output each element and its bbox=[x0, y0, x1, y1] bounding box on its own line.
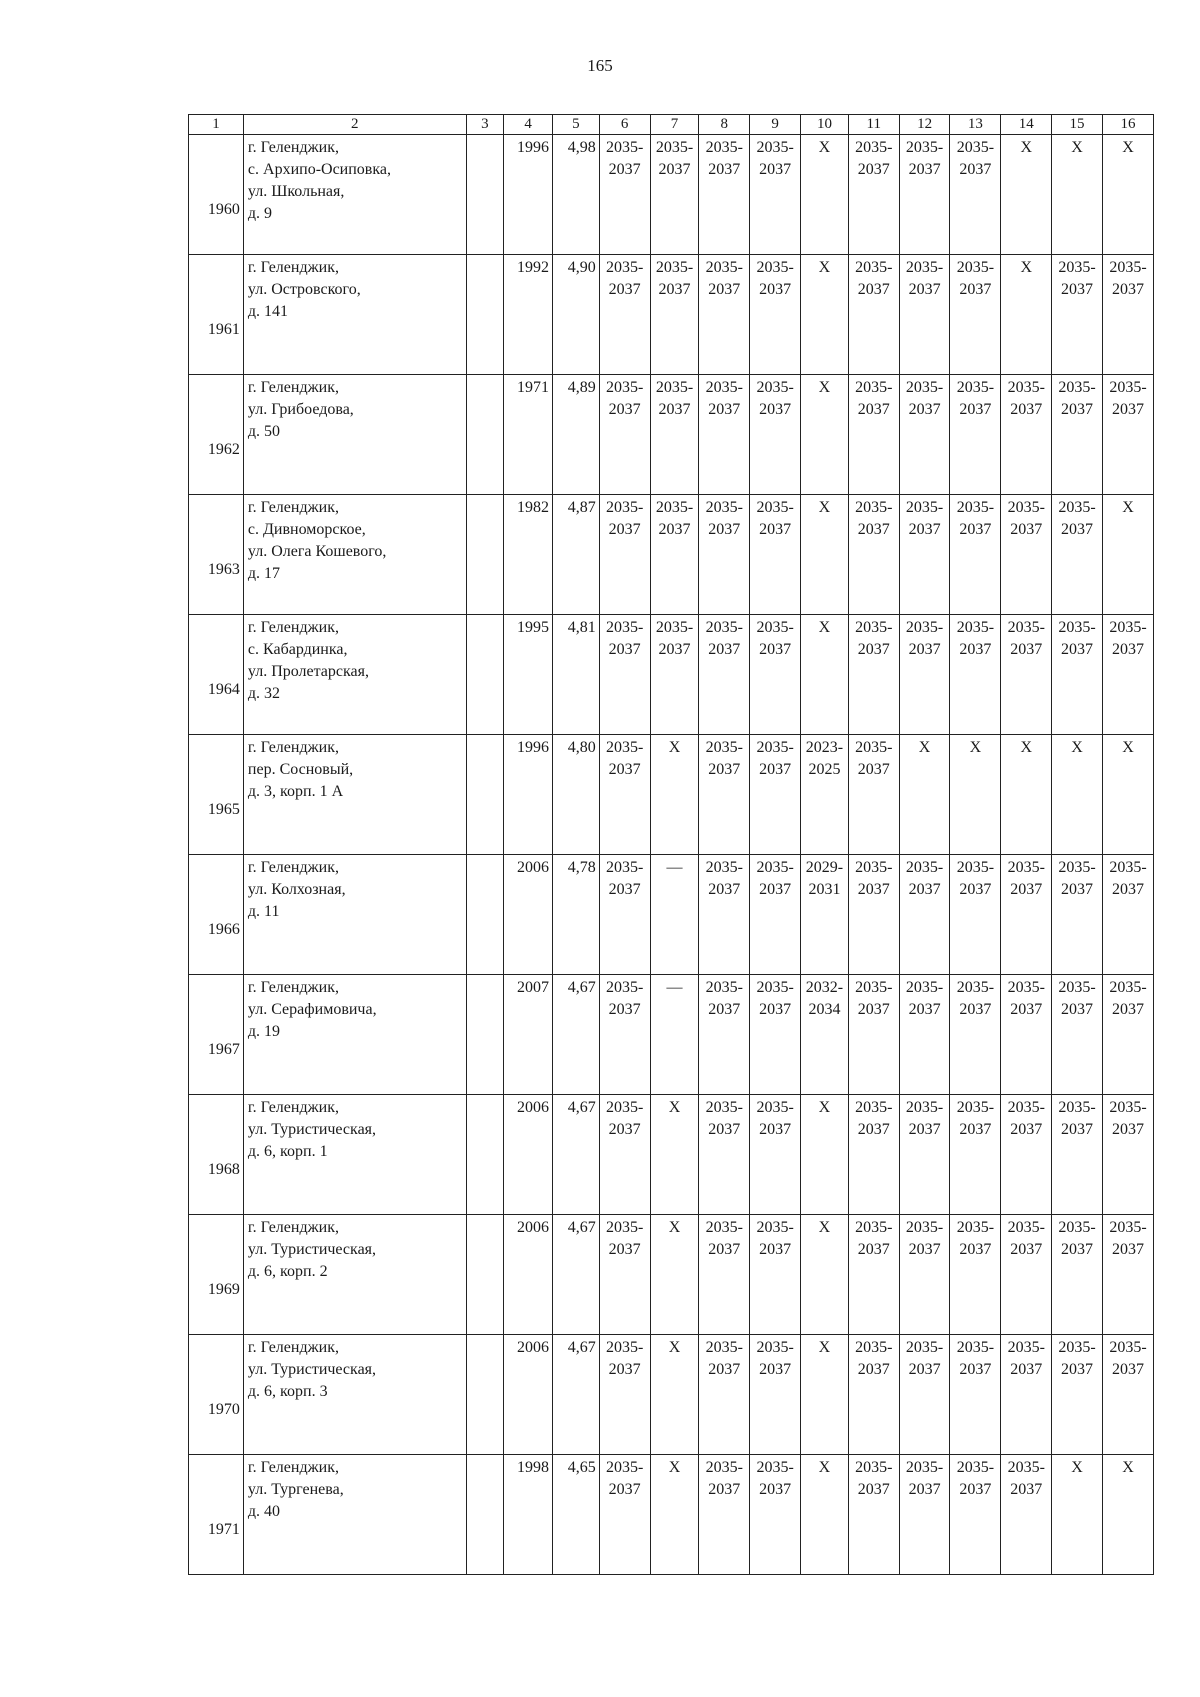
address-line: ул. Туристическая, bbox=[247, 1121, 377, 1138]
period-cell-col-11: 2035- 2037 bbox=[848, 135, 899, 255]
address-line: г. Геленджик, bbox=[247, 619, 339, 636]
period-cell-col-10: Х bbox=[801, 1095, 849, 1215]
address-line: г. Геленджик, bbox=[247, 499, 339, 516]
row-number: 1967 bbox=[189, 975, 244, 1095]
cell-col-3 bbox=[466, 1455, 504, 1575]
period-cell-col-15: 2035- 2037 bbox=[1052, 615, 1103, 735]
period-cell-col-16: 2035- 2037 bbox=[1102, 975, 1153, 1095]
table-row bbox=[189, 1095, 1154, 1215]
score-cell: 4,78 bbox=[553, 855, 600, 975]
address-line: д. 50 bbox=[247, 423, 281, 440]
period-cell-col-9: 2035- 2037 bbox=[750, 1215, 801, 1335]
score-cell: 4,67 bbox=[553, 1095, 600, 1215]
row-number: 1961 bbox=[189, 255, 244, 375]
address-line: ул. Колхозная, bbox=[247, 881, 346, 898]
period-cell-col-10: Х bbox=[801, 375, 849, 495]
period-cell-col-6: 2035- 2037 bbox=[599, 495, 650, 615]
period-cell-col-6: 2035- 2037 bbox=[599, 255, 650, 375]
period-cell-col-14: 2035- 2037 bbox=[1001, 1455, 1052, 1575]
period-cell-col-16: Х bbox=[1102, 135, 1153, 255]
period-cell-col-13: 2035- 2037 bbox=[950, 1335, 1001, 1455]
period-cell-col-14: 2035- 2037 bbox=[1001, 1095, 1052, 1215]
period-cell-col-12: 2035- 2037 bbox=[899, 135, 950, 255]
period-cell-col-11: 2035- 2037 bbox=[848, 375, 899, 495]
page-number: 165 bbox=[587, 56, 613, 75]
cell-col-3 bbox=[466, 855, 504, 975]
address-line: г. Геленджик, bbox=[247, 1099, 339, 1116]
column-header-11: 11 bbox=[848, 115, 899, 135]
address-line: ул. Туристическая, bbox=[247, 1361, 377, 1378]
year-cell: 2006 bbox=[504, 855, 553, 975]
address-line: д. 11 bbox=[247, 903, 280, 920]
period-cell-col-14: 2035- 2037 bbox=[1001, 975, 1052, 1095]
period-cell-col-12: 2035- 2037 bbox=[899, 1215, 950, 1335]
cell-col-3 bbox=[466, 135, 504, 255]
score-cell: 4,90 bbox=[553, 255, 600, 375]
period-cell-col-10: Х bbox=[801, 1335, 849, 1455]
period-cell-col-12: 2035- 2037 bbox=[899, 1095, 950, 1215]
address-cell bbox=[243, 255, 466, 375]
period-cell-col-11: 2035- 2037 bbox=[848, 1455, 899, 1575]
period-cell-col-6: 2035- 2037 bbox=[599, 855, 650, 975]
address-cell bbox=[243, 1095, 466, 1215]
period-cell-col-7: 2035- 2037 bbox=[650, 375, 699, 495]
period-cell-col-9: 2035- 2037 bbox=[750, 495, 801, 615]
address-line: д. 32 bbox=[247, 685, 281, 702]
column-header-8: 8 bbox=[699, 115, 750, 135]
period-cell-col-11: 2035- 2037 bbox=[848, 495, 899, 615]
column-header-15: 15 bbox=[1052, 115, 1103, 135]
year-cell: 2007 bbox=[504, 975, 553, 1095]
address-line: д. 141 bbox=[247, 303, 289, 320]
row-number: 1960 bbox=[189, 135, 244, 255]
header-row bbox=[189, 115, 1154, 135]
period-cell-col-15: 2035- 2037 bbox=[1052, 375, 1103, 495]
period-cell-col-9: 2035- 2037 bbox=[750, 1335, 801, 1455]
period-cell-col-10: 2023- 2025 bbox=[801, 735, 849, 855]
period-cell-col-6: 2035- 2037 bbox=[599, 1095, 650, 1215]
row-number: 1962 bbox=[189, 375, 244, 495]
period-cell-col-16: Х bbox=[1102, 735, 1153, 855]
column-header-14: 14 bbox=[1001, 115, 1052, 135]
table-row bbox=[189, 615, 1154, 735]
period-cell-col-6: 2035- 2037 bbox=[599, 615, 650, 735]
period-cell-col-12: 2035- 2037 bbox=[899, 975, 950, 1095]
address-line: ул. Грибоедова, bbox=[247, 401, 354, 418]
period-cell-col-13: Х bbox=[950, 735, 1001, 855]
period-cell-col-9: 2035- 2037 bbox=[750, 615, 801, 735]
address-line: д. 9 bbox=[247, 205, 273, 222]
period-cell-col-9: 2035- 2037 bbox=[750, 735, 801, 855]
period-cell-col-8: 2035- 2037 bbox=[699, 1335, 750, 1455]
period-cell-col-16: 2035- 2037 bbox=[1102, 1095, 1153, 1215]
period-cell-col-16: 2035- 2037 bbox=[1102, 375, 1153, 495]
table-row bbox=[189, 375, 1154, 495]
address-line: г. Геленджик, bbox=[247, 1219, 339, 1236]
period-cell-col-6: 2035- 2037 bbox=[599, 1455, 650, 1575]
address-cell bbox=[243, 855, 466, 975]
year-cell: 1996 bbox=[504, 135, 553, 255]
address-line: с. Архипо-Осиповка, bbox=[247, 161, 391, 178]
period-cell-col-9: 2035- 2037 bbox=[750, 255, 801, 375]
table-body bbox=[189, 135, 1154, 1575]
period-cell-col-12: 2035- 2037 bbox=[899, 1335, 950, 1455]
address-line: г. Геленджик, bbox=[247, 1339, 339, 1356]
address-line: ул. Туристическая, bbox=[247, 1241, 377, 1258]
table-row bbox=[189, 735, 1154, 855]
address-cell bbox=[243, 615, 466, 735]
period-cell-col-10: 2029- 2031 bbox=[801, 855, 849, 975]
period-cell-col-13: 2035- 2037 bbox=[950, 495, 1001, 615]
period-cell-col-10: Х bbox=[801, 1455, 849, 1575]
period-cell-col-12: 2035- 2037 bbox=[899, 255, 950, 375]
period-cell-col-7: — bbox=[650, 975, 699, 1095]
address-line: с. Кабардинка, bbox=[247, 641, 348, 658]
address-line: г. Геленджик, bbox=[247, 979, 339, 996]
score-cell: 4,87 bbox=[553, 495, 600, 615]
period-cell-col-6: 2035- 2037 bbox=[599, 975, 650, 1095]
period-cell-col-13: 2035- 2037 bbox=[950, 1095, 1001, 1215]
period-cell-col-7: 2035- 2037 bbox=[650, 495, 699, 615]
column-header-13: 13 bbox=[950, 115, 1001, 135]
period-cell-col-15: 2035- 2037 bbox=[1052, 1335, 1103, 1455]
address-cell bbox=[243, 975, 466, 1095]
period-cell-col-7: 2035- 2037 bbox=[650, 255, 699, 375]
column-header-1: 1 bbox=[189, 115, 244, 135]
period-cell-col-8: 2035- 2037 bbox=[699, 255, 750, 375]
row-number: 1963 bbox=[189, 495, 244, 615]
period-cell-col-13: 2035- 2037 bbox=[950, 1215, 1001, 1335]
period-cell-col-8: 2035- 2037 bbox=[699, 1215, 750, 1335]
year-cell: 1998 bbox=[504, 1455, 553, 1575]
table-row bbox=[189, 135, 1154, 255]
period-cell-col-13: 2035- 2037 bbox=[950, 615, 1001, 735]
period-cell-col-10: Х bbox=[801, 255, 849, 375]
column-header-12: 12 bbox=[899, 115, 950, 135]
period-cell-col-14: 2035- 2037 bbox=[1001, 855, 1052, 975]
address-line: ул. Тургенева, bbox=[247, 1481, 344, 1498]
period-cell-col-12: Х bbox=[899, 735, 950, 855]
period-cell-col-13: 2035- 2037 bbox=[950, 855, 1001, 975]
score-cell: 4,65 bbox=[553, 1455, 600, 1575]
column-header-9: 9 bbox=[750, 115, 801, 135]
address-line: г. Геленджик, bbox=[247, 739, 339, 756]
period-cell-col-12: 2035- 2037 bbox=[899, 495, 950, 615]
period-cell-col-10: Х bbox=[801, 1215, 849, 1335]
period-cell-col-9: 2035- 2037 bbox=[750, 135, 801, 255]
period-cell-col-13: 2035- 2037 bbox=[950, 255, 1001, 375]
period-cell-col-11: 2035- 2037 bbox=[848, 1335, 899, 1455]
table-row bbox=[189, 1215, 1154, 1335]
column-header-3: 3 bbox=[466, 115, 504, 135]
year-cell: 1996 bbox=[504, 735, 553, 855]
period-cell-col-9: 2035- 2037 bbox=[750, 1455, 801, 1575]
period-cell-col-16: 2035- 2037 bbox=[1102, 255, 1153, 375]
period-cell-col-6: 2035- 2037 bbox=[599, 1335, 650, 1455]
period-cell-col-6: 2035- 2037 bbox=[599, 735, 650, 855]
address-line: г. Геленджик, bbox=[247, 259, 339, 276]
period-cell-col-11: 2035- 2037 bbox=[848, 1215, 899, 1335]
cell-col-3 bbox=[466, 1335, 504, 1455]
address-line: д. 40 bbox=[247, 1503, 281, 1520]
score-cell: 4,67 bbox=[553, 1215, 600, 1335]
score-cell: 4,80 bbox=[553, 735, 600, 855]
year-cell: 1992 bbox=[504, 255, 553, 375]
period-cell-col-16: 2035- 2037 bbox=[1102, 1335, 1153, 1455]
period-cell-col-16: 2035- 2037 bbox=[1102, 1215, 1153, 1335]
period-cell-col-15: 2035- 2037 bbox=[1052, 855, 1103, 975]
year-cell: 2006 bbox=[504, 1335, 553, 1455]
address-line: д. 6, корп. 3 bbox=[247, 1383, 328, 1400]
cell-col-3 bbox=[466, 1095, 504, 1215]
address-cell bbox=[243, 1455, 466, 1575]
row-number: 1968 bbox=[189, 1095, 244, 1215]
period-cell-col-6: 2035- 2037 bbox=[599, 375, 650, 495]
address-cell bbox=[243, 495, 466, 615]
period-cell-col-15: 2035- 2037 bbox=[1052, 255, 1103, 375]
period-cell-col-11: 2035- 2037 bbox=[848, 255, 899, 375]
period-cell-col-14: 2035- 2037 bbox=[1001, 375, 1052, 495]
address-line: ул. Олега Кошевого, bbox=[247, 543, 387, 560]
address-line: г. Геленджик, bbox=[247, 139, 339, 156]
period-cell-col-15: Х bbox=[1052, 1455, 1103, 1575]
period-cell-col-7: — bbox=[650, 855, 699, 975]
table-row bbox=[189, 855, 1154, 975]
row-number: 1966 bbox=[189, 855, 244, 975]
period-cell-col-10: 2032- 2034 bbox=[801, 975, 849, 1095]
address-cell bbox=[243, 1215, 466, 1335]
period-cell-col-15: 2035- 2037 bbox=[1052, 495, 1103, 615]
address-line: г. Геленджик, bbox=[247, 379, 339, 396]
year-cell: 1995 bbox=[504, 615, 553, 735]
period-cell-col-8: 2035- 2037 bbox=[699, 615, 750, 735]
period-cell-col-12: 2035- 2037 bbox=[899, 855, 950, 975]
period-cell-col-8: 2035- 2037 bbox=[699, 375, 750, 495]
column-header-6: 6 bbox=[599, 115, 650, 135]
period-cell-col-8: 2035- 2037 bbox=[699, 975, 750, 1095]
period-cell-col-14: Х bbox=[1001, 255, 1052, 375]
period-cell-col-14: Х bbox=[1001, 735, 1052, 855]
period-cell-col-7: Х bbox=[650, 1095, 699, 1215]
data-table bbox=[188, 114, 1154, 1575]
column-header-16: 16 bbox=[1102, 115, 1153, 135]
period-cell-col-12: 2035- 2037 bbox=[899, 375, 950, 495]
column-header-4: 4 bbox=[504, 115, 553, 135]
address-line: г. Геленджик, bbox=[247, 1459, 339, 1476]
table-row bbox=[189, 1455, 1154, 1575]
address-line: г. Геленджик, bbox=[247, 859, 339, 876]
period-cell-col-13: 2035- 2037 bbox=[950, 975, 1001, 1095]
period-cell-col-11: 2035- 2037 bbox=[848, 975, 899, 1095]
period-cell-col-11: 2035- 2037 bbox=[848, 1095, 899, 1215]
column-header-5: 5 bbox=[553, 115, 600, 135]
address-line: ул. Островского, bbox=[247, 281, 361, 298]
period-cell-col-7: Х bbox=[650, 735, 699, 855]
score-cell: 4,89 bbox=[553, 375, 600, 495]
row-number: 1964 bbox=[189, 615, 244, 735]
cell-col-3 bbox=[466, 735, 504, 855]
period-cell-col-7: 2035- 2037 bbox=[650, 615, 699, 735]
year-cell: 2006 bbox=[504, 1095, 553, 1215]
period-cell-col-6: 2035- 2037 bbox=[599, 135, 650, 255]
address-line: пер. Сосновый, bbox=[247, 761, 354, 778]
address-line: ул. Пролетарская, bbox=[247, 663, 369, 680]
address-line: с. Дивноморское, bbox=[247, 521, 366, 538]
period-cell-col-14: 2035- 2037 bbox=[1001, 1335, 1052, 1455]
cell-col-3 bbox=[466, 495, 504, 615]
period-cell-col-13: 2035- 2037 bbox=[950, 375, 1001, 495]
address-line: д. 3, корп. 1 А bbox=[247, 783, 344, 800]
column-header-10: 10 bbox=[801, 115, 849, 135]
address-cell bbox=[243, 375, 466, 495]
period-cell-col-15: 2035- 2037 bbox=[1052, 975, 1103, 1095]
period-cell-col-11: 2035- 2037 bbox=[848, 735, 899, 855]
score-cell: 4,81 bbox=[553, 615, 600, 735]
period-cell-col-14: 2035- 2037 bbox=[1001, 495, 1052, 615]
period-cell-col-12: 2035- 2037 bbox=[899, 1455, 950, 1575]
period-cell-col-9: 2035- 2037 bbox=[750, 1095, 801, 1215]
cell-col-3 bbox=[466, 375, 504, 495]
period-cell-col-15: Х bbox=[1052, 135, 1103, 255]
cell-col-3 bbox=[466, 255, 504, 375]
period-cell-col-14: 2035- 2037 bbox=[1001, 615, 1052, 735]
period-cell-col-16: 2035- 2037 bbox=[1102, 615, 1153, 735]
year-cell: 1982 bbox=[504, 495, 553, 615]
address-cell bbox=[243, 135, 466, 255]
period-cell-col-12: 2035- 2037 bbox=[899, 615, 950, 735]
period-cell-col-16: Х bbox=[1102, 1455, 1153, 1575]
period-cell-col-8: 2035- 2037 bbox=[699, 855, 750, 975]
table-row bbox=[189, 495, 1154, 615]
period-cell-col-7: Х bbox=[650, 1335, 699, 1455]
address-cell bbox=[243, 1335, 466, 1455]
period-cell-col-8: 2035- 2037 bbox=[699, 735, 750, 855]
period-cell-col-9: 2035- 2037 bbox=[750, 855, 801, 975]
period-cell-col-15: 2035- 2037 bbox=[1052, 1215, 1103, 1335]
period-cell-col-16: 2035- 2037 bbox=[1102, 855, 1153, 975]
address-line: д. 6, корп. 2 bbox=[247, 1263, 328, 1280]
period-cell-col-14: Х bbox=[1001, 135, 1052, 255]
row-number: 1971 bbox=[189, 1455, 244, 1575]
period-cell-col-8: 2035- 2037 bbox=[699, 135, 750, 255]
period-cell-col-7: 2035- 2037 bbox=[650, 135, 699, 255]
period-cell-col-14: 2035- 2037 bbox=[1001, 1215, 1052, 1335]
period-cell-col-15: Х bbox=[1052, 735, 1103, 855]
year-cell: 2006 bbox=[504, 1215, 553, 1335]
period-cell-col-15: 2035- 2037 bbox=[1052, 1095, 1103, 1215]
cell-col-3 bbox=[466, 975, 504, 1095]
period-cell-col-9: 2035- 2037 bbox=[750, 375, 801, 495]
row-number: 1965 bbox=[189, 735, 244, 855]
period-cell-col-10: Х bbox=[801, 135, 849, 255]
period-cell-col-10: Х bbox=[801, 495, 849, 615]
address-line: д. 19 bbox=[247, 1023, 281, 1040]
column-header-2: 2 bbox=[243, 115, 466, 135]
period-cell-col-8: 2035- 2037 bbox=[699, 1455, 750, 1575]
period-cell-col-6: 2035- 2037 bbox=[599, 1215, 650, 1335]
table-row bbox=[189, 975, 1154, 1095]
address-line: д. 17 bbox=[247, 565, 281, 582]
period-cell-col-7: Х bbox=[650, 1455, 699, 1575]
period-cell-col-11: 2035- 2037 bbox=[848, 855, 899, 975]
period-cell-col-8: 2035- 2037 bbox=[699, 495, 750, 615]
score-cell: 4,98 bbox=[553, 135, 600, 255]
address-line: ул. Серафимовича, bbox=[247, 1001, 377, 1018]
address-line: д. 6, корп. 1 bbox=[247, 1143, 328, 1160]
period-cell-col-10: Х bbox=[801, 615, 849, 735]
row-number: 1969 bbox=[189, 1215, 244, 1335]
table-row bbox=[189, 1335, 1154, 1455]
address-line: ул. Школьная, bbox=[247, 183, 345, 200]
address-cell bbox=[243, 735, 466, 855]
column-header-7: 7 bbox=[650, 115, 699, 135]
period-cell-col-16: Х bbox=[1102, 495, 1153, 615]
period-cell-col-7: Х bbox=[650, 1215, 699, 1335]
cell-col-3 bbox=[466, 615, 504, 735]
period-cell-col-8: 2035- 2037 bbox=[699, 1095, 750, 1215]
row-number: 1970 bbox=[189, 1335, 244, 1455]
cell-col-3 bbox=[466, 1215, 504, 1335]
score-cell: 4,67 bbox=[553, 1335, 600, 1455]
period-cell-col-9: 2035- 2037 bbox=[750, 975, 801, 1095]
period-cell-col-11: 2035- 2037 bbox=[848, 615, 899, 735]
period-cell-col-13: 2035- 2037 bbox=[950, 1455, 1001, 1575]
table-row bbox=[189, 255, 1154, 375]
period-cell-col-13: 2035- 2037 bbox=[950, 135, 1001, 255]
year-cell: 1971 bbox=[504, 375, 553, 495]
score-cell: 4,67 bbox=[553, 975, 600, 1095]
